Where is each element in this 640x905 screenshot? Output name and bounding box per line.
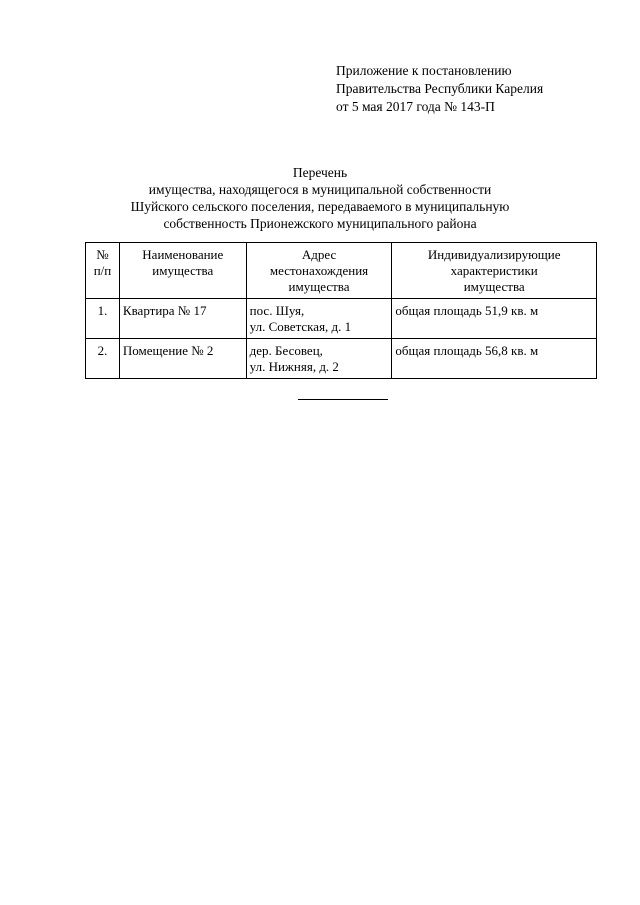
title-line: собственность Прионежского муниципального района (163, 216, 477, 231)
table-row (86, 299, 597, 339)
property-characteristics: общая площадь 51,9 кв. м (392, 299, 597, 339)
column-header-characteristics (392, 243, 597, 299)
header-line: имущества (288, 279, 350, 294)
end-separator-line (298, 399, 388, 400)
address-line: ул. Нижняя, д. 2 (249, 359, 339, 374)
header-line: имущества (152, 263, 214, 278)
header-line: Адрес (301, 247, 337, 262)
row-number: 2. (86, 339, 120, 379)
title-line: Перечень (292, 165, 348, 180)
appendix-header (336, 62, 543, 116)
header-line: имущества (463, 279, 525, 294)
table-header-row (86, 243, 597, 299)
appendix-line: Приложение к постановлению (336, 63, 512, 78)
address-line: пос. Шуя, (249, 303, 305, 318)
document-title (80, 164, 560, 232)
column-header-name (119, 243, 246, 299)
table-row (86, 339, 597, 379)
property-name: Помещение № 2 (119, 339, 246, 379)
header-line: Индивидуализирующие (427, 247, 561, 262)
property-table (85, 242, 597, 379)
address-line: ул. Советская, д. 1 (249, 319, 352, 334)
header-line: местонахождения (269, 263, 369, 278)
header-line: № (96, 247, 109, 262)
property-characteristics: общая площадь 56,8 кв. м (392, 339, 597, 379)
column-header-number (86, 243, 120, 299)
header-line: п/п (93, 263, 112, 278)
title-line: имущества, находящегося в муниципальной собственности (148, 182, 492, 197)
appendix-line: Правительства Республики Карелия (336, 81, 544, 96)
header-line: Наименование (142, 247, 224, 262)
appendix-line: от 5 мая 2017 года № 143-П (336, 99, 495, 114)
header-line: характеристики (450, 263, 538, 278)
row-number: 1. (86, 299, 120, 339)
property-name: Квартира № 17 (119, 299, 246, 339)
property-address (246, 339, 392, 379)
title-line: Шуйского сельского поселения, передаваемого в муниципальную (130, 199, 510, 214)
address-line: дер. Бесовец, (249, 343, 323, 358)
property-address (246, 299, 392, 339)
column-header-address (246, 243, 392, 299)
